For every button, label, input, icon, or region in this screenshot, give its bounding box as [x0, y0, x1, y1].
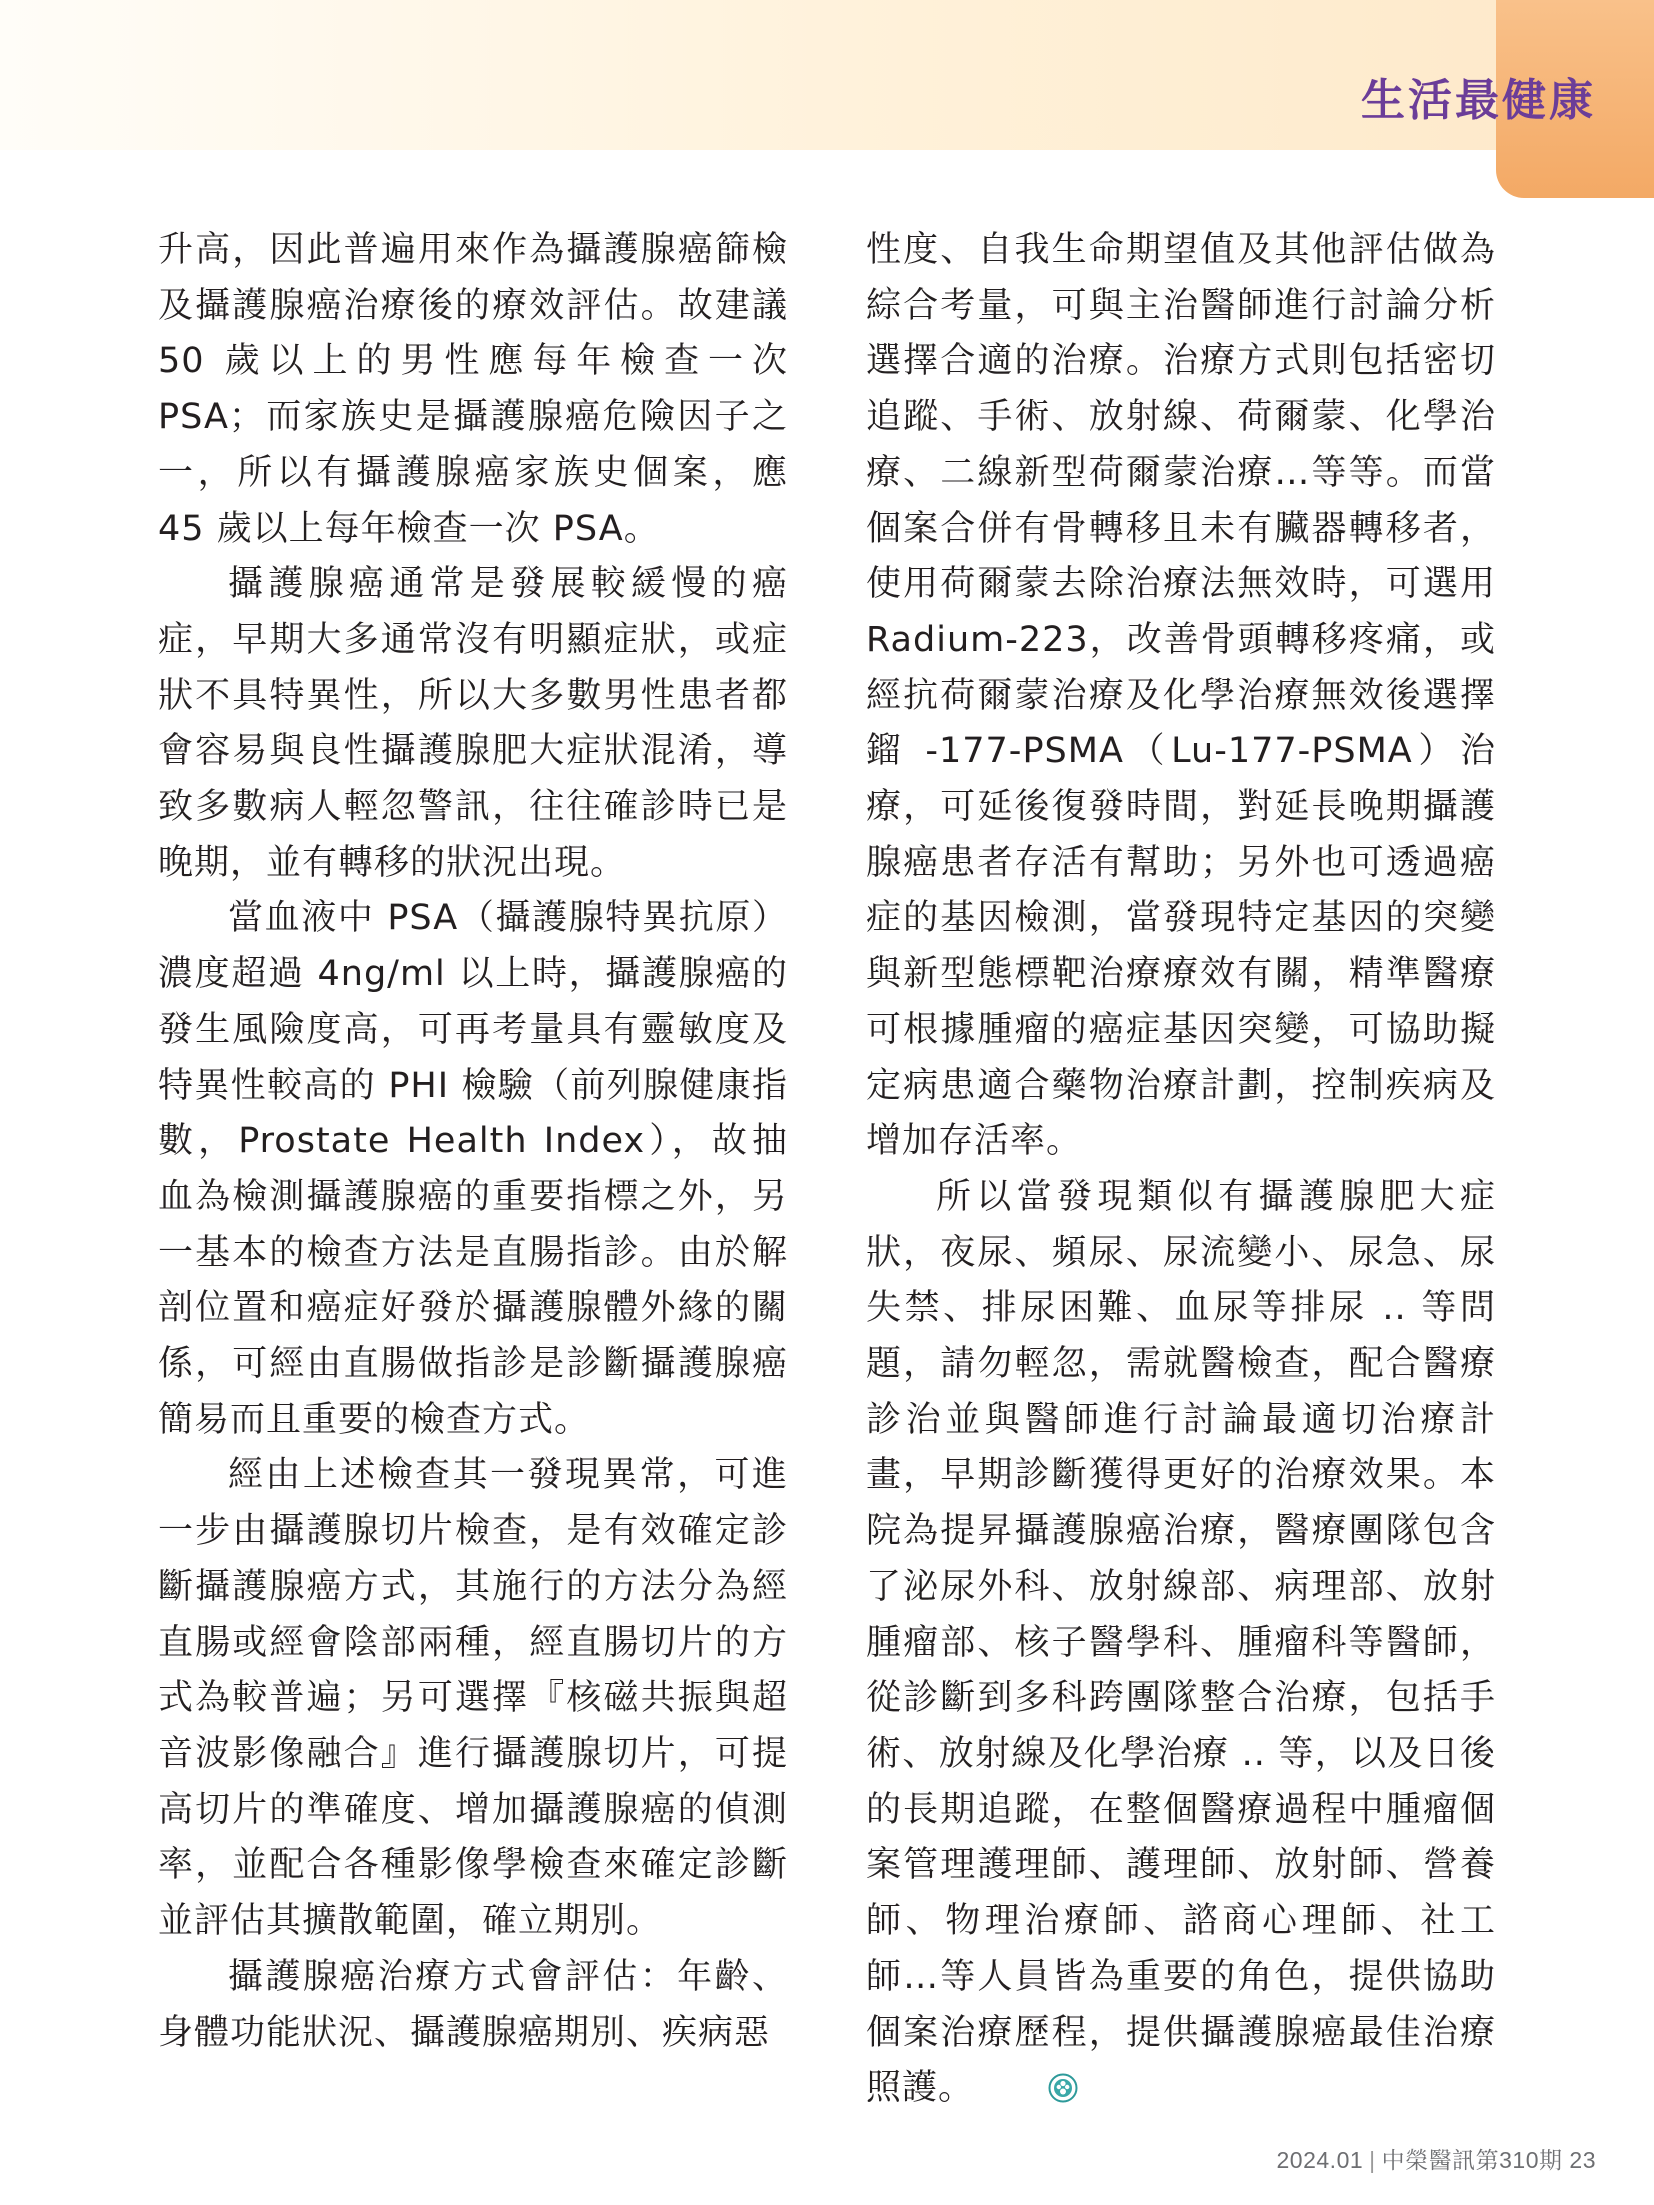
section-title: 生活最健康: [1361, 75, 1596, 126]
issue-date: 2024.01: [1276, 2147, 1364, 2173]
paragraph: 經由上述檢查其一發現異常，可進一步由攝護腺切片檢查，是有效確定診斷攝護腺癌方式，其施行的方法分為經直腸或經會陰部兩種，經直腸切片的方式為較普遍；另可選擇『核磁共振與超音波影像融合』進行攝護腺切片，可提高切片的準確度、增加攝護腺癌的偵測率，並配合各種影像學檢查來確定診斷並評估其擴散範圍，確立期別。: [158, 1455, 788, 1942]
paragraph-text: 所以當發現類似有攝護腺肥大症狀，夜尿、頻尿、尿流變小、尿急、尿失禁、排尿困難、血尿等排尿 .. 等問題，請勿輕忽，需就醫檢查，配合醫療診治並與醫師進行討論最適切治療計畫，早期診斷獲得更好的治療效果。本院為提昇攝護腺癌治療，醫療團隊包含了泌尿外科、放射線部、病理部、放射腫瘤部、核子醫學科、腫瘤科等醫師，從診斷到多科跨團隊整合治療，包括手術、放射線及化學治療 .. 等，以及日後的長期追蹤，在整個醫療過程中腫瘤個案管理護理師、護理師、放射師、營養師、物理治療師、諮商心理師、社工師…等人員皆為重要的角色，提供協助個案治療歷程，提供攝護腺癌最佳治療照護。: [866, 1176, 1496, 2109]
hospital-logo-icon: [978, 2065, 1008, 2095]
footer-divider: |: [1369, 2147, 1376, 2173]
paragraph-final: [866, 1170, 1496, 2117]
right-column: [866, 223, 1496, 2117]
left-column: [158, 223, 788, 2061]
paragraph: 當血液中 PSA（攝護腺特異抗原）濃度超過 4ng/ml 以上時，攝護腺癌的發生風險度高，可再考量具有靈敏度及特異性較高的 PHI 檢驗（前列腺健康指數，Prostate Health Index），故抽血為檢測攝護腺癌的重要指標之外，另一基本的檢查方法是直腸指診。由於解剖位置和癌症好發於攝護腺體外緣的關係，可經由直腸做指診是診斷攝護腺癌簡易而且重要的檢查方式。: [158, 898, 788, 1440]
publication-name: 中榮醫訊第310期: [1381, 2147, 1563, 2173]
paragraph: 性度、自我生命期望值及其他評估做為綜合考量，可與主治醫師進行討論分析選擇合適的治療。治療方式則包括密切追蹤、手術、放射線、荷爾蒙、化學治療、二線新型荷爾蒙治療…等等。而當個案合併有骨轉移且未有臟器轉移者，使用荷爾蒙去除治療法無效時，可選用 Radium-223，改善骨頭轉移疼痛，或經抗荷爾蒙治療及化學治療無效後選擇鎦 -177-PSMA（Lu-177-PSMA）治療，可延後復發時間，對延長晚期攝護腺癌患者存活有幫助；另外也可透過癌症的基因檢測，當發現特定基因的突變與新型態標靶治療療效有關，精準醫療可根據腫瘤的癌症基因突變，可協助擬定病患適合藥物治療計劃，控制疾病及增加存活率。: [866, 230, 1496, 1162]
paragraph: 攝護腺癌通常是發展較緩慢的癌症，早期大多通常沒有明顯症狀，或症狀不具特異性，所以大多數男性患者都會容易與良性攝護腺肥大症狀混淆，導致多數病人輕忽警訊，往往確診時已是晚期，並有轉移的狀況出現。: [158, 564, 788, 883]
paragraph: 攝護腺癌治療方式會評估：年齡、身體功能狀況、攝護腺癌期別、疾病惡: [158, 1956, 788, 2053]
page-number: 23: [1569, 2147, 1596, 2173]
page-footer: [1277, 2142, 1596, 2175]
paragraph: 升高，因此普遍用來作為攝護腺癌篩檢及攝護腺癌治療後的療效評估。故建議 50 歲以上的男性應每年檢查一次 PSA；而家族史是攝護腺癌危險因子之一，所以有攝護腺癌家族史個案，應 45 歲以上每年檢查一次 PSA。: [158, 230, 788, 549]
